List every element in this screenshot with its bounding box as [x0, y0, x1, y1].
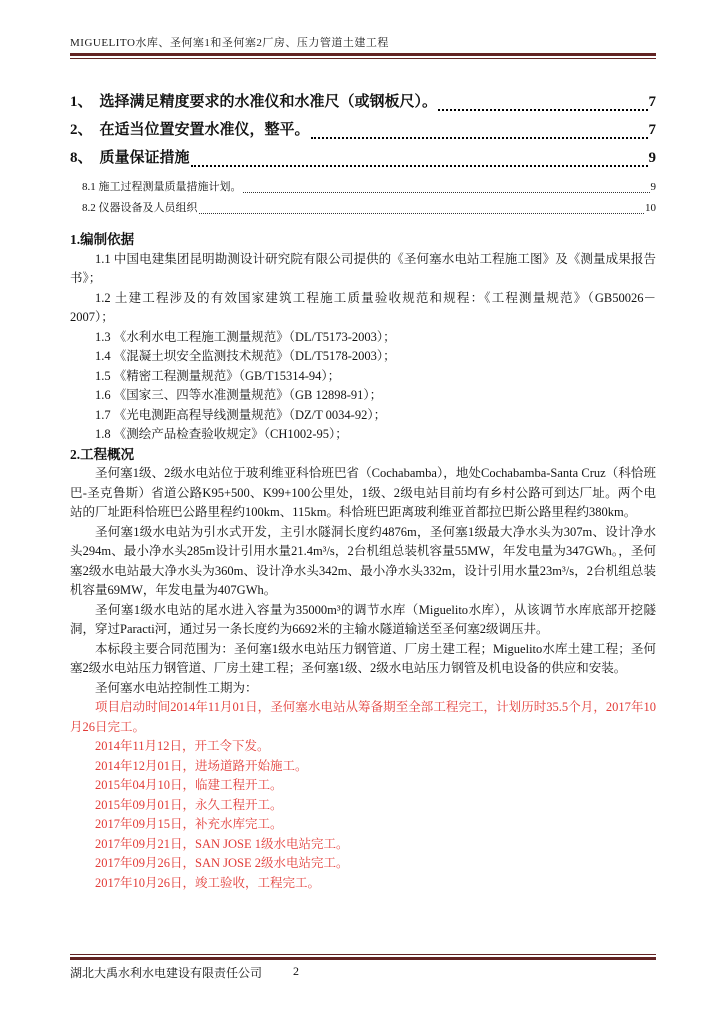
toc-dotted-leader [438, 109, 647, 111]
paragraph: 本标段主要合同范围为：圣何塞1级水电站压力钢管道、厂房土建工程；Miguelito水库土建工程；圣何塞2级水电站压力钢管道、厂房土建工程；圣何塞1级、2级水电站压力钢管及机电设备的供应和安装。 [70, 641, 656, 675]
milestone-item: 2017年09月15日，补充水库完工。 [95, 817, 283, 831]
schedule-intro: 圣何塞水电站控制性工期为： [95, 680, 258, 695]
toc-entry-label: 质量保证措施 [99, 150, 190, 166]
toc-entry[interactable] [82, 199, 656, 220]
toc-sub-entries [82, 178, 656, 220]
section-heading-basis: 1.编制依据 [70, 232, 135, 247]
toc-dotted-leader [311, 137, 648, 139]
toc-entry-number: 1、 [70, 94, 93, 110]
toc-entry-label: 8.1 施工过程测量质量措施计划。 [82, 181, 242, 193]
schedule-lead: 项目启动时间2014年11月01日，圣何塞水电站从筹备期至全部工程完工，计划历时35.5个月，2017年10月26日完工。 [70, 700, 656, 734]
toc-page-number: 9 [650, 181, 656, 193]
page-header [70, 34, 656, 59]
document-body [70, 90, 656, 893]
reference-item: 1.2 土建工程涉及的有效国家建筑工程施工质量验收规范和规程：《工程测量规范》（GB50026－2007）； [70, 290, 656, 324]
toc-entry[interactable] [70, 146, 656, 174]
toc-entry-label: 在适当位置安置水准仪，整平。 [99, 122, 310, 138]
section-heading-overview: 2.工程概况 [70, 446, 135, 462]
toc-dotted-leader [243, 192, 650, 193]
toc-page-number: 10 [645, 202, 656, 214]
reference-item: 1.3 《水利水电工程施工测量规范》（DL/T5173-2003）； [95, 329, 396, 344]
toc-entry-number: 8、 [70, 150, 93, 166]
toc-entry[interactable] [82, 178, 656, 199]
footer-company: 湖北大禹水利水电建设有限责任公司 [70, 966, 263, 980]
milestone-item: 2017年09月21日，SAN JOSE 1级水电站完工。 [95, 836, 349, 851]
reference-item: 1.8 《测绘产品检查验收规定》（CH1002-95）； [95, 427, 348, 441]
header-title: MIGUELITO水库、圣何塞1和圣何塞2厂房、压力管道土建工程 [70, 37, 389, 49]
reference-item: 1.4 《混凝土坝安全监测技术规范》（DL/T5178-2003）； [95, 349, 396, 363]
toc-entry-label: 8.2 仪器设备及人员组织 [82, 202, 198, 214]
milestone-item: 2017年10月26日，竣工验收，工程完工。 [95, 875, 321, 890]
table-of-contents [70, 90, 656, 220]
milestone-item: 2014年12月01日，进场道路开始施工。 [95, 758, 308, 773]
reference-item: 1.6 《国家三、四等水准测量规范》（GB 12898-91）； [95, 388, 383, 402]
page-footer [70, 954, 656, 981]
footer-row [70, 964, 656, 981]
toc-entry[interactable] [70, 90, 656, 118]
toc-entry-number: 2、 [70, 122, 93, 138]
footer-page-number: 2 [293, 964, 299, 978]
reference-item: 1.1 中国电建集团昆明勘测设计研究院有限公司提供的《圣何塞水电站工程施工图》及《测量成果报告书》； [70, 251, 656, 285]
toc-dotted-leader [199, 213, 645, 214]
milestone-item: 2015年09月01日，永久工程开工。 [95, 797, 283, 812]
toc-dotted-leader [191, 165, 648, 167]
toc-entry-label: 选择满足精度要求的水准仪和水准尺（或钢板尺）。 [99, 94, 438, 110]
paragraph: 圣何塞1级水电站的尾水进入容量为35000m³的调节水库（Miguelito水库），从该调节水库底部开挖隧洞，穿过Paracti河，通过另一条长度约为6692米的主输水隧道输送至圣何塞2级调压井。 [70, 602, 656, 636]
milestone-item: 2014年11月12日，开工令下发。 [95, 739, 270, 753]
reference-item: 1.5 《精密工程测量规范》（GB/T15314-94）； [95, 368, 341, 383]
toc-page-number: 7 [648, 94, 656, 110]
toc-page-number: 7 [648, 122, 656, 138]
reference-item: 1.7 《光电测距高程导线测量规范》（DZ/T 0034-92）； [95, 407, 387, 422]
milestone-item: 2017年09月26日，SAN JOSE 2级水电站完工。 [95, 856, 349, 870]
paragraph: 圣何塞1级、2级水电站位于玻利维亚科恰班巴省（Cochabamba），地处Cochabamba-Santa Cruz（科恰班巴-圣克鲁斯）省道公路K95+500、K99+100公里处，1级、2级电站目前均有乡村公路可到达厂址。两个电站的厂址距科恰班巴公路里程约100km、115km。科恰班巴距离玻利维亚首都拉巴斯公路里程约380km。 [70, 466, 656, 519]
paragraph: 圣何塞1级水电站为引水式开发，主引水隧洞长度约4876m，圣何塞1级最大净水头为307m、设计净水头294m、最小净水头285m设计引用水量21.4m³/s，2台机组总装机容量55MW，年发电量为347GWh。，圣何塞2级水电站最大净水头为360m、设计净水头342m、最小净水头332m，设计引用水量23m³/s，2台机组总装机容量69MW，年发电量为407GWh。 [70, 524, 656, 597]
footer-rule [70, 954, 656, 960]
toc-entry[interactable] [70, 118, 656, 146]
toc-page-number: 9 [648, 150, 656, 166]
header-rule [70, 53, 656, 59]
milestone-item: 2015年04月10日，临建工程开工。 [95, 778, 283, 792]
